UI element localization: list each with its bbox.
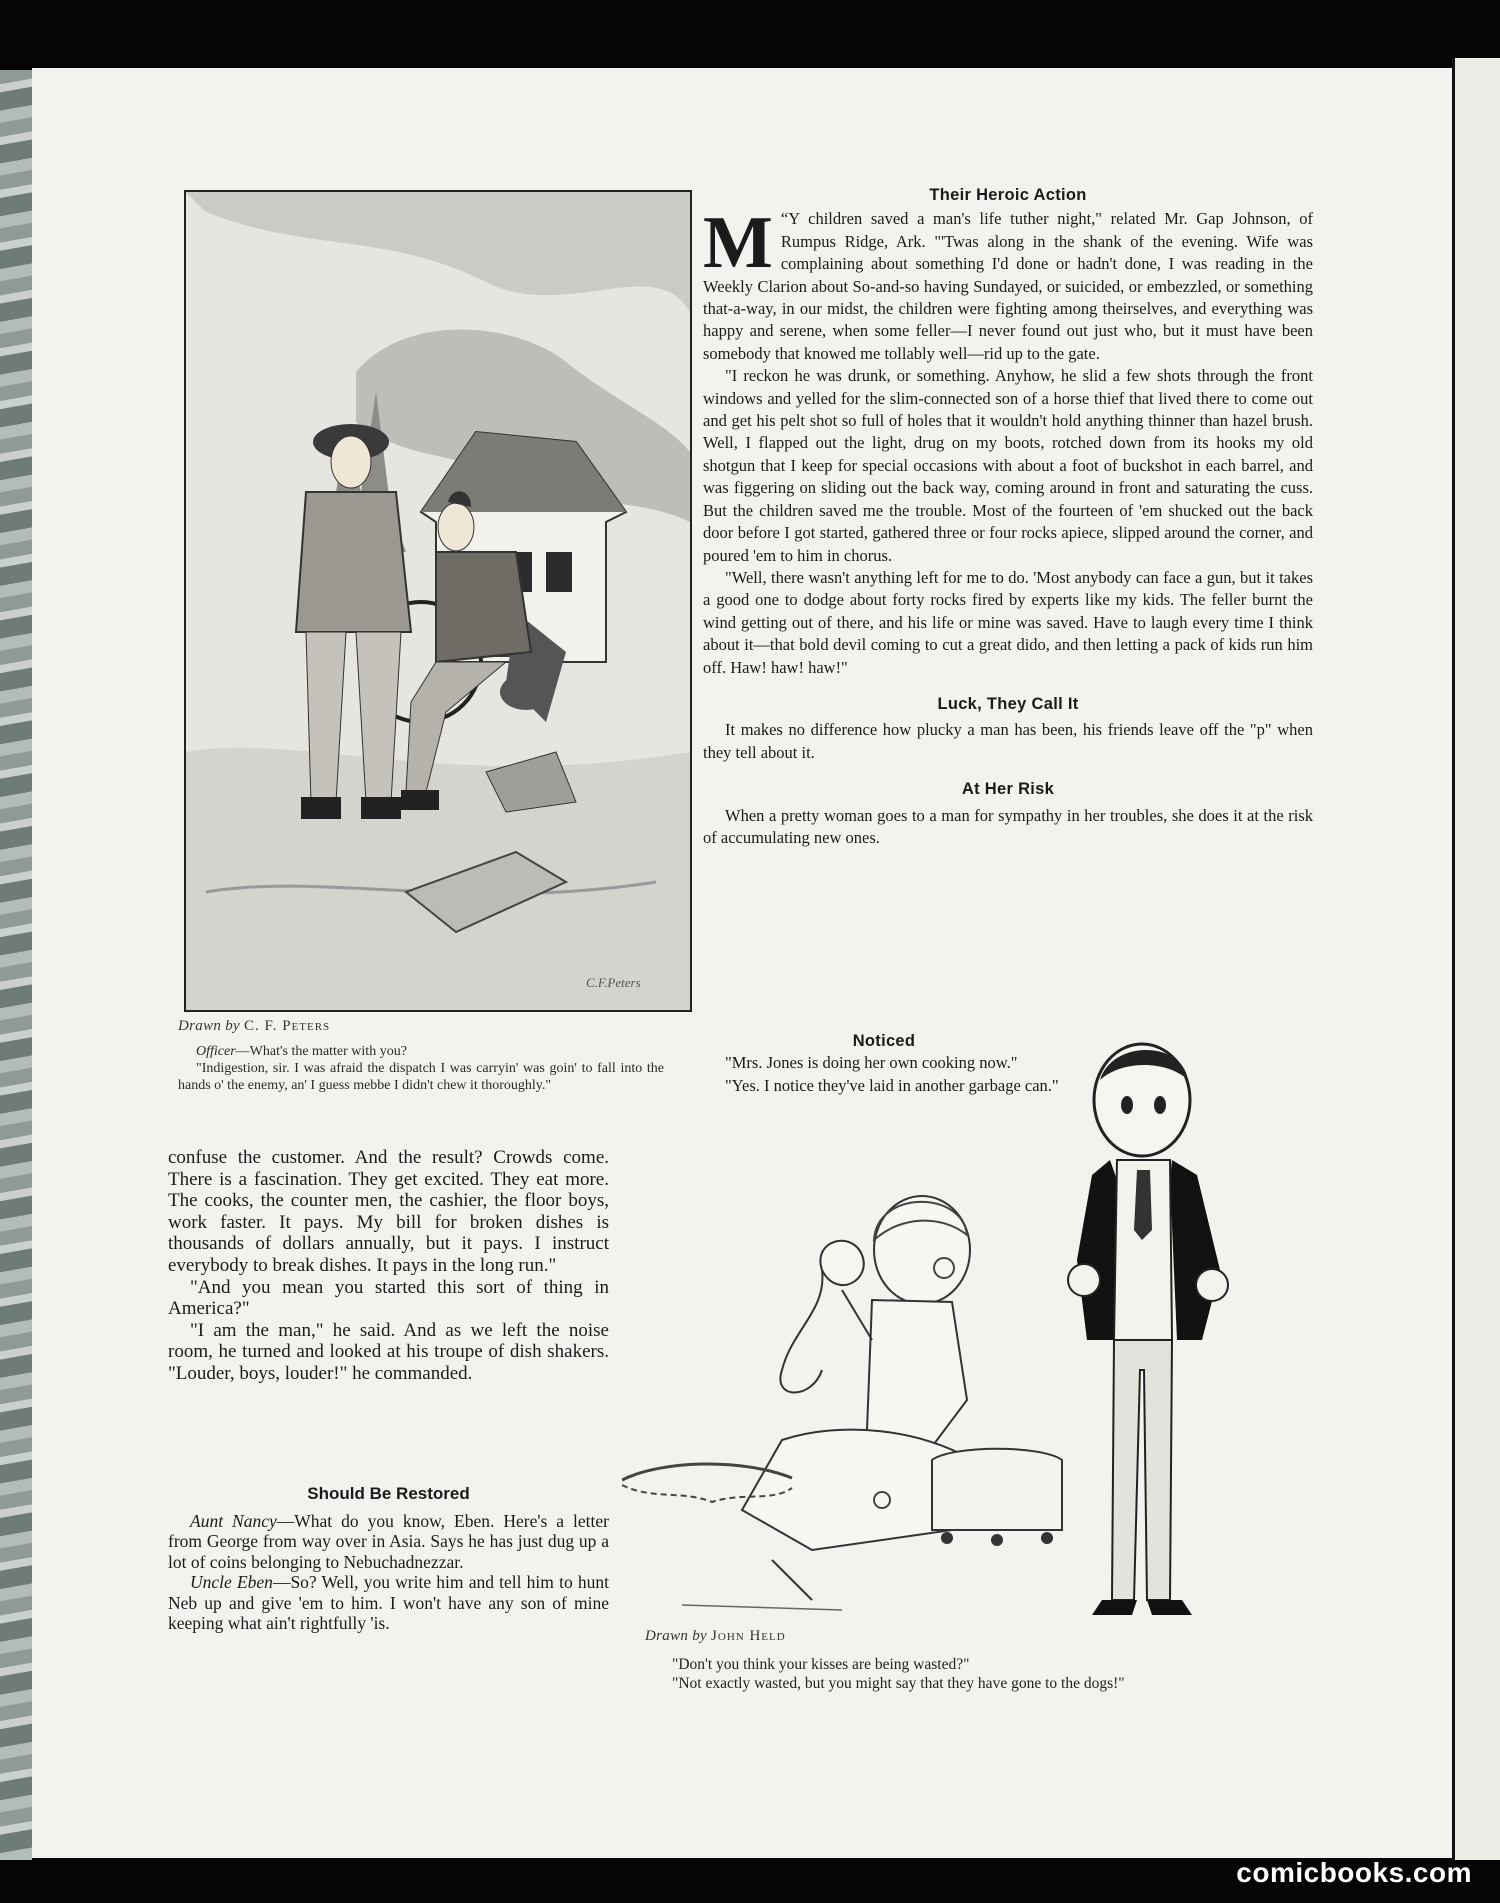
drawing-credit-held: Drawn by John Held (645, 1628, 786, 1644)
uncle-eben-line: Uncle Eben—So? Well, you write him and tell him to hunt Neb up and give 'em to him. I won't have any son of mine keeping what ain't rightfully 'is. (168, 1572, 609, 1633)
right-article-column (703, 184, 1313, 849)
drop-cap: M (703, 202, 773, 285)
heroic-action-paragraph-1: “ M Y children saved a man's life tuther night," related Mr. Gap Johnson, of Rumpus Ridge, Ark. "'Twas along in the shank of the evening. Wife was complaining about something I'd done or hadn't done, I was reading in the Weekly Clarion about So-and-so having Sundayed, or suicided, or embezzled, or something that-a-way, in our midst, the children were fighting among theirselves, and everything was happy and serene, when some feller—I never found out just who, but it must have been somebody that knowed me tollably well—rid up to the gate. (703, 202, 1313, 363)
next-page-edge (1452, 58, 1500, 1860)
noticed-line-1: "Mrs. Jones is doing her own cooking now." (725, 1053, 1018, 1073)
site-watermark: comicbooks.com (1236, 1857, 1472, 1888)
held-caption-line-1: "Don't you think your kisses are being wasted?" (672, 1656, 970, 1673)
soldiers-cartoon-illustration (184, 190, 692, 1012)
heroic-action-paragraph-2: "I reckon he was drunk, or something. Anyhow, he slid a few shots through the front windows and yelled for the slim-connected son of a horse thief that lived there to come out and get his pelt shot so full of holes that it wouldn't hold anything thinner than hazel brush. Well, I flapped out the light, drug on my boots, rotched down from its hooks my old shotgun that I keep for special occasions with about a foot of buckshot in each barrel, and was figgering on sliding out the back way, coming around in front and saturating the cuss. But the children saved me the trouble. Most of the fourteen of 'em shucked out the back door before I got started, gathered three or four rocks apiece, slipped around the corner, and poured 'em to him in chorus. (703, 366, 1313, 565)
luck-heading: Luck, They Call It (937, 694, 1079, 713)
at-her-risk-text: When a pretty woman goes to a man for sympathy in her troubles, she does it at the risk of accumulating new ones. (703, 805, 1313, 847)
should-be-restored-heading: Should Be Restored (307, 1484, 470, 1503)
held-cartoon-caption (672, 1655, 1125, 1693)
soldiers-cartoon-caption (178, 1043, 664, 1094)
noticed-line-2: "Yes. I notice they've laid in another garbage can." (725, 1075, 1059, 1095)
article-continuation-paragraph: confuse the customer. And the result? Crowds come. There is a fascination. They get excited. They eat more. The cooks, the counter men, the cashier, the floor boys, work faster. It pays. My bill for broken dishes is thousands of dollars annually, but it pays. I instruct everybody to break dishes. It pays in the long run." (168, 1147, 609, 1276)
held-caption-line-2: "Not exactly wasted, but you might say that they have gone to the dogs!" (672, 1675, 1125, 1692)
should-be-restored-section (168, 1484, 609, 1634)
aunt-nancy-line: Aunt Nancy—What do you know, Eben. Here's a letter from George from way over in Asia. Says he has just dug up a lot of coins belonging to Nebuchadnezzar. (168, 1510, 609, 1572)
heroic-action-heading: Their Heroic Action (929, 186, 1087, 204)
svg-text:C.F.Peters: C.F.Peters (586, 975, 641, 990)
caption-line-reply: "Indigestion, sir. I was afraid the dispatch I was carryin' was goin' to fall into the hands o' the enemy, an' I guess mebbe I didn't chew it thoroughly." (178, 1061, 664, 1093)
caption-line-officer: Officer—What's the matter with you? (196, 1044, 407, 1059)
article-paragraph: "And you mean you started this sort of thing in America?" (168, 1276, 609, 1320)
at-her-risk-heading: At Her Risk (961, 780, 1055, 799)
book-binding (0, 70, 32, 1860)
heroic-action-paragraph-3: "Well, there wasn't anything left for me to do. 'Most anybody can face a gun, but it takes a good one to dodge about forty rocks fired by experts like my kids. The feller burnt the wind getting out of there, and his life or mine was saved. Have to laugh every time I think about it—that bold devil coming to cut a great dido, and then letting a pack of kids run him off. Haw! haw! haw!" (703, 567, 1313, 677)
luck-text: It makes no difference how plucky a man has been, his friends leave off the "p" when they tell about it. (703, 720, 1313, 762)
article-paragraph: "I am the man," he said. And as we left the noise room, he turned and looked at his troupe of dish shakers. "Louder, boys, louder!" he commanded. (168, 1319, 609, 1384)
drawing-credit-peters: Drawn by C. F. Peters (178, 1018, 331, 1034)
left-article-column (168, 1147, 609, 1385)
held-cartoon-illustration (622, 1040, 1342, 1625)
noticed-heading: Noticed (852, 1032, 916, 1050)
